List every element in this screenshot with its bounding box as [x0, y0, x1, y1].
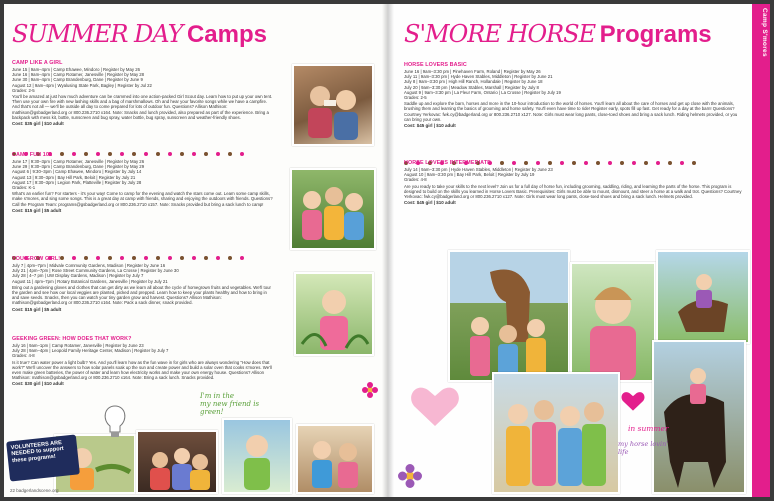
program-description: Saddle up and explore the barn, horses and more in the 10-hour introduction to the world of horses. You'll learn all about the care of horses and get up close with the animals, brushing them and learning the basics of grooming and horse safety. You'll even have time to ride! Register early, spots fill up fast. Get ready for a day at the barn! Questions? Courtney Yerkovac: fwk.cy@badgerland.org or 800.236.2710 x127. Note: Girls must wear long pants, close-toed shoes and bring a sack lunch. Riding helmets provided, or you can bring your own. [404, 101, 738, 122]
section-tab-label: Camp S'mores [761, 8, 768, 57]
program-cost: Cost: $45 girl | $10 adult [404, 123, 456, 129]
photo-girl-smiling [570, 262, 656, 382]
dot-separator [12, 247, 252, 253]
scribble-in-summer [628, 424, 688, 433]
scribble-horse-lovin [618, 440, 680, 456]
scribble-new-friend [200, 392, 282, 416]
program-title: HORSE LOVERS BASIC [404, 62, 467, 68]
program-title: HORSE LOVERS INTERMEDIATE [404, 160, 491, 166]
photo-girls-with-horse [448, 250, 570, 382]
photo-illustration [572, 264, 654, 380]
program-cost: Cost: $30 girl | $10 adult [12, 381, 64, 387]
program-cost: Cost: $45 girl | $10 adult [404, 200, 456, 206]
flower-icon [362, 382, 378, 398]
program-description: You'll be amazed at just how much adventure can be crammed into one action-packed Girl Scout day. Learn how to put up your own tent. Then use your own fire with new lashing skills and a bag of marshmallows. Oh and hear your favorite songs while we have a campfire. And that's not all — we'll be outside all day to come prepared for lots of outdoor fun. Questions? Allison Mathison: mathison@gsbadgerland.org or 800.236.2710 x164. Note: Snacks and lunch provided, also prepared as part of the experience. Bring a backpack with mess kit, bottle, sunscreen and bug spray, water bottle, bug spray, sunscreen and weather-friendly shoes. [12, 94, 273, 120]
dot-separator [404, 152, 704, 158]
program-geeking-green [12, 336, 274, 387]
right-header-script: S'MORE HORSE [404, 20, 596, 48]
scribble-line: in summer [628, 424, 669, 433]
volunteers-badge [6, 434, 80, 481]
photo-illustration [138, 432, 216, 492]
program-date: June 16 | 9am–4pm | Camp Rotamer, Janesville | Register by May 28 [12, 72, 145, 78]
program-you-grow-girl [12, 256, 274, 313]
program-grades: Grades: 4-8 [404, 177, 427, 183]
photo-illustration [294, 66, 372, 144]
program-date: August 11 | 4pm–7pm | Rotary Botanical Gardens, Janesville | Register by July 21 [12, 278, 168, 284]
photo-illustration [450, 252, 568, 380]
program-cost: Cost: $15 girl | $5 adult [12, 306, 62, 312]
program-grades: Grades: 4-8 [12, 353, 35, 359]
program-description: Is it true? Can water power a light bulb? Yes. And you'll learn how as the fun wave in for girls who are always wondering "How does that work?" We'll uncover the answers to how solar panels soak up the sun and create power and build a solar oven that cooks s'mores. We'll even make green batteries, the power of water and learn how electricity works and make your own energy house. Questions? Allison Mathison: mathison@gsbadgerland.org or 800.236.2710 x164. Note: Bring a sack lunch. Snacks provided. [12, 359, 272, 381]
photo-illustration [298, 426, 372, 492]
program-description: What's an earlier fun? For starters - it's your way! Come to camp for the evening and watch the stars come out. Learn some camp skills, make s'mores, and sing some songs. This is a great day at camp with friends, sharing and enjoying the outdoors with friends. Questions? Call the Program Team: programs@gsbadgerland.org or 800.236.2710 x157. Note: Snacks provided but bring a sack lunch to camp! [12, 191, 273, 207]
photo-illustration [224, 420, 290, 492]
heart-icon [408, 384, 462, 428]
program-camp-like-a-girl [12, 60, 274, 127]
lightbulb-icon [90, 402, 140, 440]
scribble-line: my new friend is green! [200, 400, 260, 416]
program-cost: Cost: $15 girl | $5 adult [12, 207, 62, 213]
program-date: July 16 | 9am–1pm | Camp Rotamer, Janesville | Register by June 23 [12, 343, 144, 348]
program-date: June 17 | 9:30–3pm | Camp Rotamer, Janesville | Register by May 26 [12, 159, 145, 164]
page-footer: 22 badgerlandscene.org [10, 488, 59, 493]
photo-illustration [494, 374, 618, 492]
program-date: July 20 | 9am–3:30 pm | Meadow Stables, Marshall | Register by July 8 [404, 84, 539, 90]
program-date: August 10 | 9am–3:30 pm | Bay Hill Park, Beloit | Register by July 19 [404, 172, 535, 178]
program-horse-lovers-intermediate [404, 160, 744, 206]
program-date: August 17 | 9:30–3pm | Legion Park, Platteville | Register by July 28 [12, 179, 142, 185]
program-date: August 13 | 9:30–3pm | Bay Hill Park, Beloit | Register by July 21 [12, 174, 136, 180]
program-date: June 29 | 9:30–3pm | Camp Brandenburg, Dane | Register by May 29 [12, 164, 145, 170]
program-cost: Cost: $35 girl | $10 adult [12, 121, 64, 127]
heart-icon [620, 388, 646, 414]
photo-girls-eating-smores [292, 64, 374, 146]
program-date: July 7 | 4pm–7pm | Midvale Community Gardens, Madison | Register by June 16 [12, 263, 166, 268]
program-grades: Grades: 2-5 [12, 87, 35, 93]
photo-classroom [136, 430, 218, 494]
photo-group-of-girls [290, 168, 376, 250]
right-page [388, 4, 770, 497]
program-description: Bring out a gardening gloves and clothes that can get dirty as we learn all about the cycle of homegrown fruits and vegetables. We'll tour the garden and see how our local veggies are planted, picked and prepped. Learn how to keep your plants healthy and how to bring in and save seeds. Snacks, then you can watch your tiny garden grow and harvest. Questions? Allison Mathison: mathison@gsbadgerland.org or 800.236.2710 x164. Note: Pack a sack dinner, snack provided. [12, 284, 271, 306]
scribble-line: my horse lovin' life [618, 440, 669, 456]
program-date: July 11 | 9am–3:30 pm | Hyde Haven Stables, Middleton | Register by June 21 [404, 74, 553, 80]
photo-illustration [292, 170, 374, 248]
photo-science-activity [296, 424, 374, 494]
program-description: Are you ready to take your skills to the next level? Join us for a full day of horse fun, including grooming, saddling, riding, and learning the parts of the horse. This program is designed to build on the skills you learned in Horse Lovers Basic. Prerequisites: Girls must be able to mount, dismount, and steer a horse at a walk and trot. Questions? Courtney Yerkovac: fwk.cy@badgerland.org or 800.236.2710 x127. Note: Girls must wear long pants, close-toed shoes and bring a sack lunch. Helmets provided. [404, 183, 742, 200]
volunteers-text: VOLUNTEERS ARE NEEDED to support these programs! [10, 439, 65, 465]
left-header-script: SUMMER DAY [12, 20, 183, 48]
left-page [4, 4, 388, 497]
program-title: CAMP LIKE A GIRL [12, 60, 63, 66]
right-header-bold: Programs [599, 21, 712, 48]
photo-illustration [296, 274, 372, 354]
right-header [404, 20, 712, 54]
photo-girl-dark-horse [652, 340, 746, 494]
flower-icon [398, 464, 422, 488]
program-date: June 16 | 9am–3:30 pm | Pinehaven Farm, Roland | Register by May 26 [404, 69, 541, 74]
photo-illustration [658, 252, 748, 342]
program-date: August 6 | 9:30–3pm | Camp Ehawee, Mindoro | Register by July 14 [12, 169, 142, 175]
program-grades: Grades: 2-5 [404, 95, 427, 101]
program-title: GEEKING GREEN: HOW DOES THAT WORK? [12, 336, 132, 342]
program-date: August 12 | 9am–4pm | Wyalusing State Park, Bagley | Register by Jul 22 [12, 82, 152, 88]
magazine-spread [4, 4, 770, 497]
program-date: July 8 | 9am–3:30 pm | High Hill Ranch, Hollandale | Register by June 18 [404, 79, 543, 85]
photo-illustration [654, 342, 744, 492]
program-title: YOU GROW GIRL! [12, 256, 61, 262]
program-date: July 14 | 9am–3:30 pm | Hyde Haven Stables, Middleton | Register by June 23 [404, 167, 553, 172]
program-horse-lovers-basic [404, 62, 744, 129]
left-header-bold: Camps [186, 21, 267, 48]
section-tab [752, 4, 770, 497]
program-date: August 9 | 9am–3:30 pm | La Fleur Farm, Ontario | La Crosse | Register by July 19 [404, 89, 561, 95]
program-camp-fun-101 [12, 152, 274, 214]
photo-girls-group-barn [492, 372, 620, 494]
left-header [12, 20, 267, 54]
program-title: CAMP FUN 101 [12, 152, 53, 158]
photo-girl-gardening [294, 272, 374, 356]
program-date: July 28 | 9am–4pm | Leopold Family Heritage Center, Madison | Register by July 7 [12, 348, 169, 354]
program-date: June 30 | 9am–4pm | Camp Brandenburg, Dane | Register by June 9 [12, 77, 143, 83]
page-gutter [382, 4, 394, 497]
program-date: July 28 | 4–7 pm | UW Display Gardens, Madison | Register by July 7 [12, 273, 144, 279]
program-grades: Grades: K-1 [12, 185, 36, 191]
program-date: July 21 | 4pm–7pm | Rose Street Community Gardens, La Crosse | Register by June 30 [12, 268, 179, 274]
dot-separator [12, 143, 252, 149]
photo-girl-riding-horse [656, 250, 750, 344]
scribble-line: I'm in the [200, 392, 234, 400]
photo-girl-with-bulb [222, 418, 292, 494]
program-date: June 15 | 9am–4pm | Camp Ehawee, Mindoro | Register by May 26 [12, 67, 141, 72]
